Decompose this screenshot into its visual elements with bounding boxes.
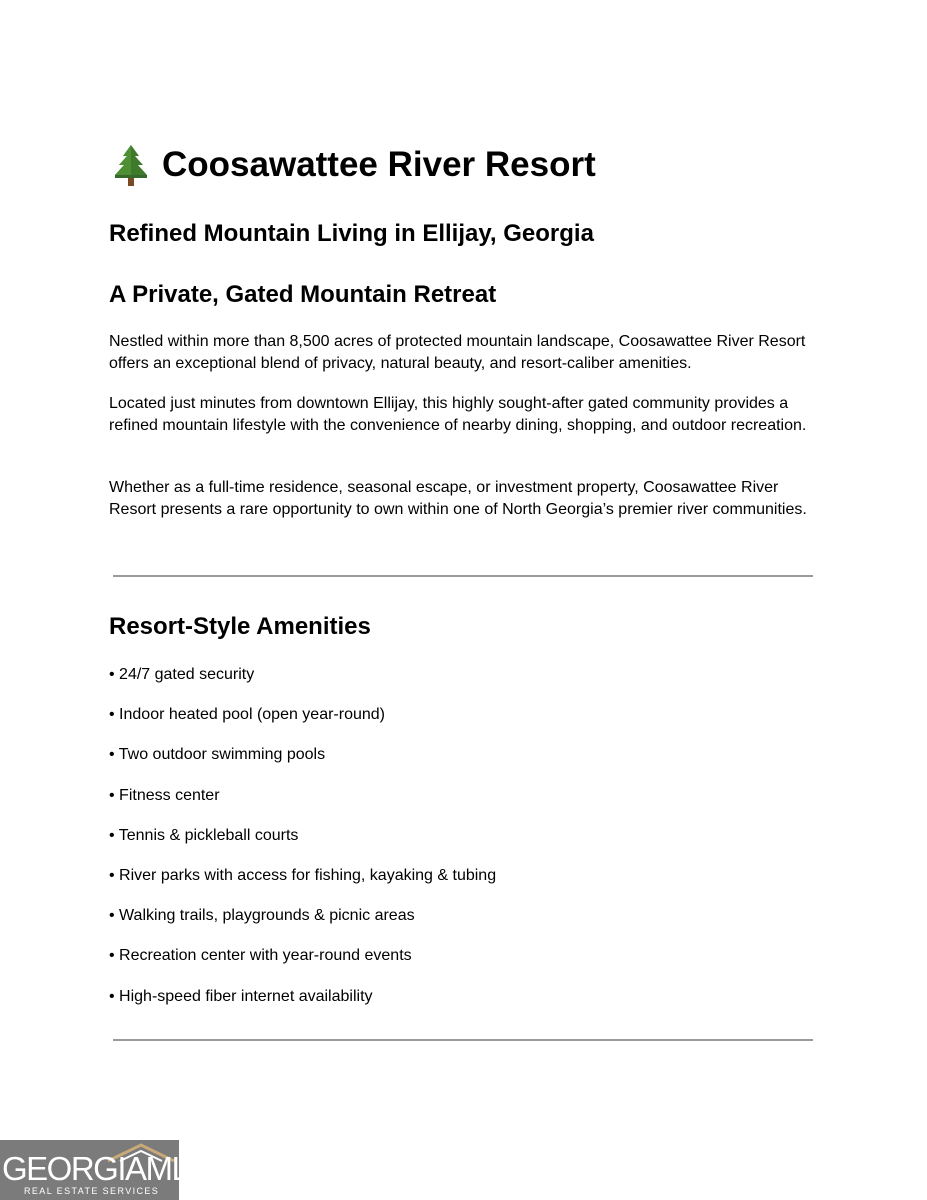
amenity-item: • Indoor heated pool (open year-round) bbox=[109, 706, 386, 723]
title-text: Coosawattee River Resort bbox=[162, 145, 596, 184]
intro-paragraph: Located just minutes from downtown Ellijay, this highly sought-after gated community provides a refined mountain lifestyle with the convenience of nearby dining, shopping, and outdoor recreation. bbox=[109, 395, 807, 434]
page-title bbox=[109, 143, 596, 187]
logo-subtext: REAL ESTATE SERVICES bbox=[24, 1186, 160, 1196]
amenity-item: • Two outdoor swimming pools bbox=[109, 746, 326, 763]
amenities-heading: Resort-Style Amenities bbox=[109, 613, 371, 640]
logo-text: GEORGIAMLS bbox=[2, 1150, 209, 1187]
page-subtitle: Refined Mountain Living in Ellijay, Georgia bbox=[109, 220, 594, 247]
intro-paragraph: Nestled within more than 8,500 acres of protected mountain landscape, Coosawattee River Resort offers an exceptional blend of privacy, natural beauty, and resort-caliber amenities. bbox=[109, 333, 806, 372]
evergreen-tree-icon bbox=[109, 143, 153, 187]
section-divider bbox=[113, 1039, 813, 1041]
amenity-item: • 24/7 gated security bbox=[109, 666, 255, 683]
amenity-item: • High-speed fiber internet availability bbox=[109, 988, 373, 1005]
amenity-item: • Recreation center with year-round events bbox=[109, 947, 412, 964]
amenity-item: • Fitness center bbox=[109, 787, 220, 804]
georgia-mls-logo bbox=[0, 1140, 209, 1200]
amenity-item: • Tennis & pickleball courts bbox=[109, 827, 299, 844]
intro-paragraph: Whether as a full-time residence, seasonal escape, or investment property, Coosawattee River Resort presents a rare opportunity to own within one of North Georgia’s premier river communities. bbox=[109, 479, 807, 518]
section-divider bbox=[113, 575, 813, 577]
amenity-item: • Walking trails, playgrounds & picnic areas bbox=[109, 907, 415, 924]
amenity-item: • River parks with access for fishing, kayaking & tubing bbox=[109, 867, 497, 884]
intro-heading: A Private, Gated Mountain Retreat bbox=[109, 281, 497, 308]
